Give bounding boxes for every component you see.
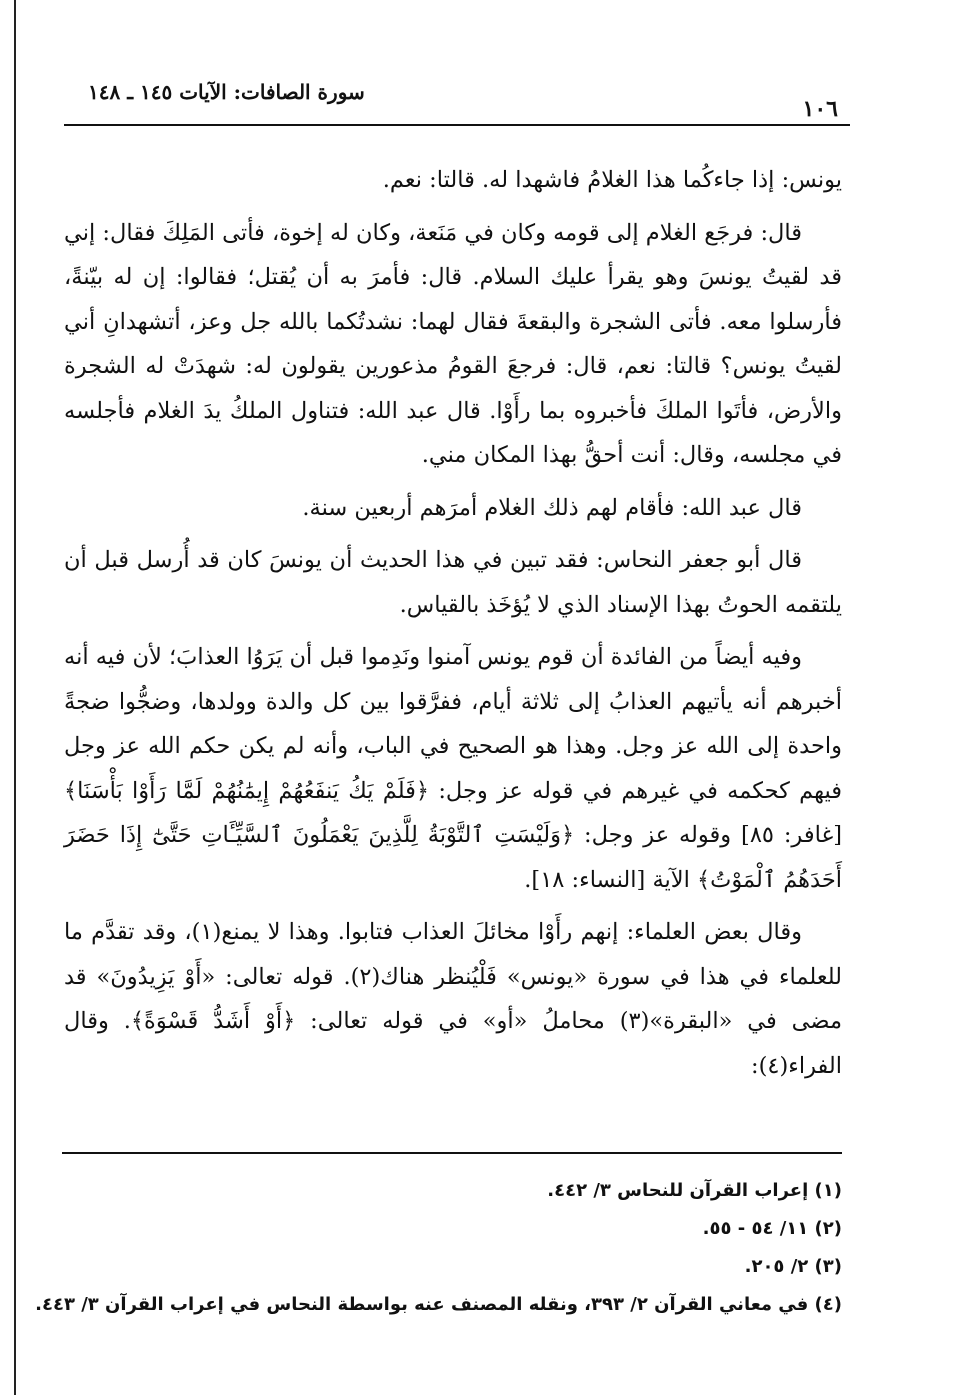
page-edge-line bbox=[14, 0, 16, 1395]
footnotes bbox=[35, 1172, 842, 1324]
footnote: (٢) ١١/ ٥٤ - ٥٥. bbox=[702, 1218, 842, 1239]
paragraph: يونس: إذا جاءكُما هذا الغلامُ فاشهدا له. قالتا: نعم. bbox=[382, 167, 842, 193]
footnote: (٤) في معاني القرآن ٢/ ٣٩٣، ونقله المصنف عنه بواسطة النحاس في إعراب القرآن ٣/ ٤٤٣. bbox=[35, 1294, 842, 1315]
paragraph: قال: فرجَع الغلام إلى قومه وكان في مَنَعة، وكان له إخوة، فأتى المَلِكَ فقال: إني قد لقيتُ يونسَ وهو يقرأ عليك السلام. قال: فأمرَ به أن يُقتل؛ فقالوا: إن له بيّنةً، فأرسلوا معه. فأتى الشجرة والبقعةَ فقال لهما: نشدتُكما بالله جل وعز، أتشهدانِ أني لقيتُ يونس؟ قالتا: نعم، قال: فرجعَ القومُ مذعورين يقولون له: شهدَتْ له الشجرة والأرض، فأتَوا الملكَ فأخبروه بما رأَوْا. قال عبد الله: فتناول الملكُ يدَ الغلام فأجلسه في مجلسه، وقال: أنت أحقُّ بهذا المكان مني. bbox=[64, 219, 842, 468]
paragraph: وفيه أيضاً من الفائدة أن قوم يونس آمنوا ونَدِموا قبل أن يَرَوُا العذابَ؛ لأن فيه أنه أخبرهم أنه يأتيهم العذابُ إلى ثلاثة أيام، ففرَّقوا بين كل والدة وولدها، وضجُّوا ضجةً واحدة إلى الله عز وجل. وهذا هو الصحيح في الباب، وأنه لم يكن حكم الله عز وجل فيهم كحكمه في غيرهم في قوله عز وجل: ﴿فَلَمْ يَكُ يَنفَعُهُمْ إِيمَٰنُهُمْ لَمَّا رَأَوْا بَأْسَنَا﴾ [غافر: ٨٥] وقوله عز وجل: ﴿وَلَيْسَتِ ٱلتَّوْبَةُ لِلَّذِينَ يَعْمَلُونَ ٱلسَّيِّـَٔاتِ حَتَّىٰٓ إِذَا حَضَرَ أَحَدَهُمُ ٱلْمَوْتُ﴾ الآية [النساء: ١٨]. bbox=[64, 644, 842, 893]
footnote: (١) إعراب القرآن للنحاس ٣/ ٤٤٢. bbox=[547, 1180, 842, 1201]
footnote-rule bbox=[62, 1152, 842, 1154]
paragraph: قال أبو جعفر النحاس: فقد تبين في هذا الحديث أن يونسَ كان قد أُرسل قبل أن يلتقمه الحوتُ بهذا الإسناد الذي لا يُؤخَذ بالقياس. bbox=[64, 547, 842, 618]
running-title: سورة الصافات: الآيات ١٤٥ ـ ١٤٨ bbox=[88, 80, 365, 104]
page-number: ١٠٦ bbox=[802, 96, 838, 122]
body-text bbox=[64, 158, 842, 1096]
page-header bbox=[70, 72, 850, 122]
header-rule bbox=[64, 124, 850, 126]
footnote: (٣) ٢/ ٢٠٥. bbox=[744, 1256, 842, 1277]
paragraph: وقال بعض العلماء: إنهم رأَوْا مخائلَ العذاب فتابوا. وهذا لا يمنع(١)، وقد تقدَّم ما للعلماء في هذا في سورة «يونس» فَلْيُنظر هناك(٢). قوله تعالى: «أَوْ يَزِيدُونَ» قد مضى في «البقرة»(٣) محاملُ «أو» في قوله تعالى: ﴿أَوْ أَشَدُّ قَسْوَةً﴾. وقال الفراء(٤): bbox=[64, 919, 842, 1079]
paragraph: قال عبد الله: فأقام لهم ذلك الغلام أمرَهم أربعين سنة. bbox=[302, 494, 802, 521]
